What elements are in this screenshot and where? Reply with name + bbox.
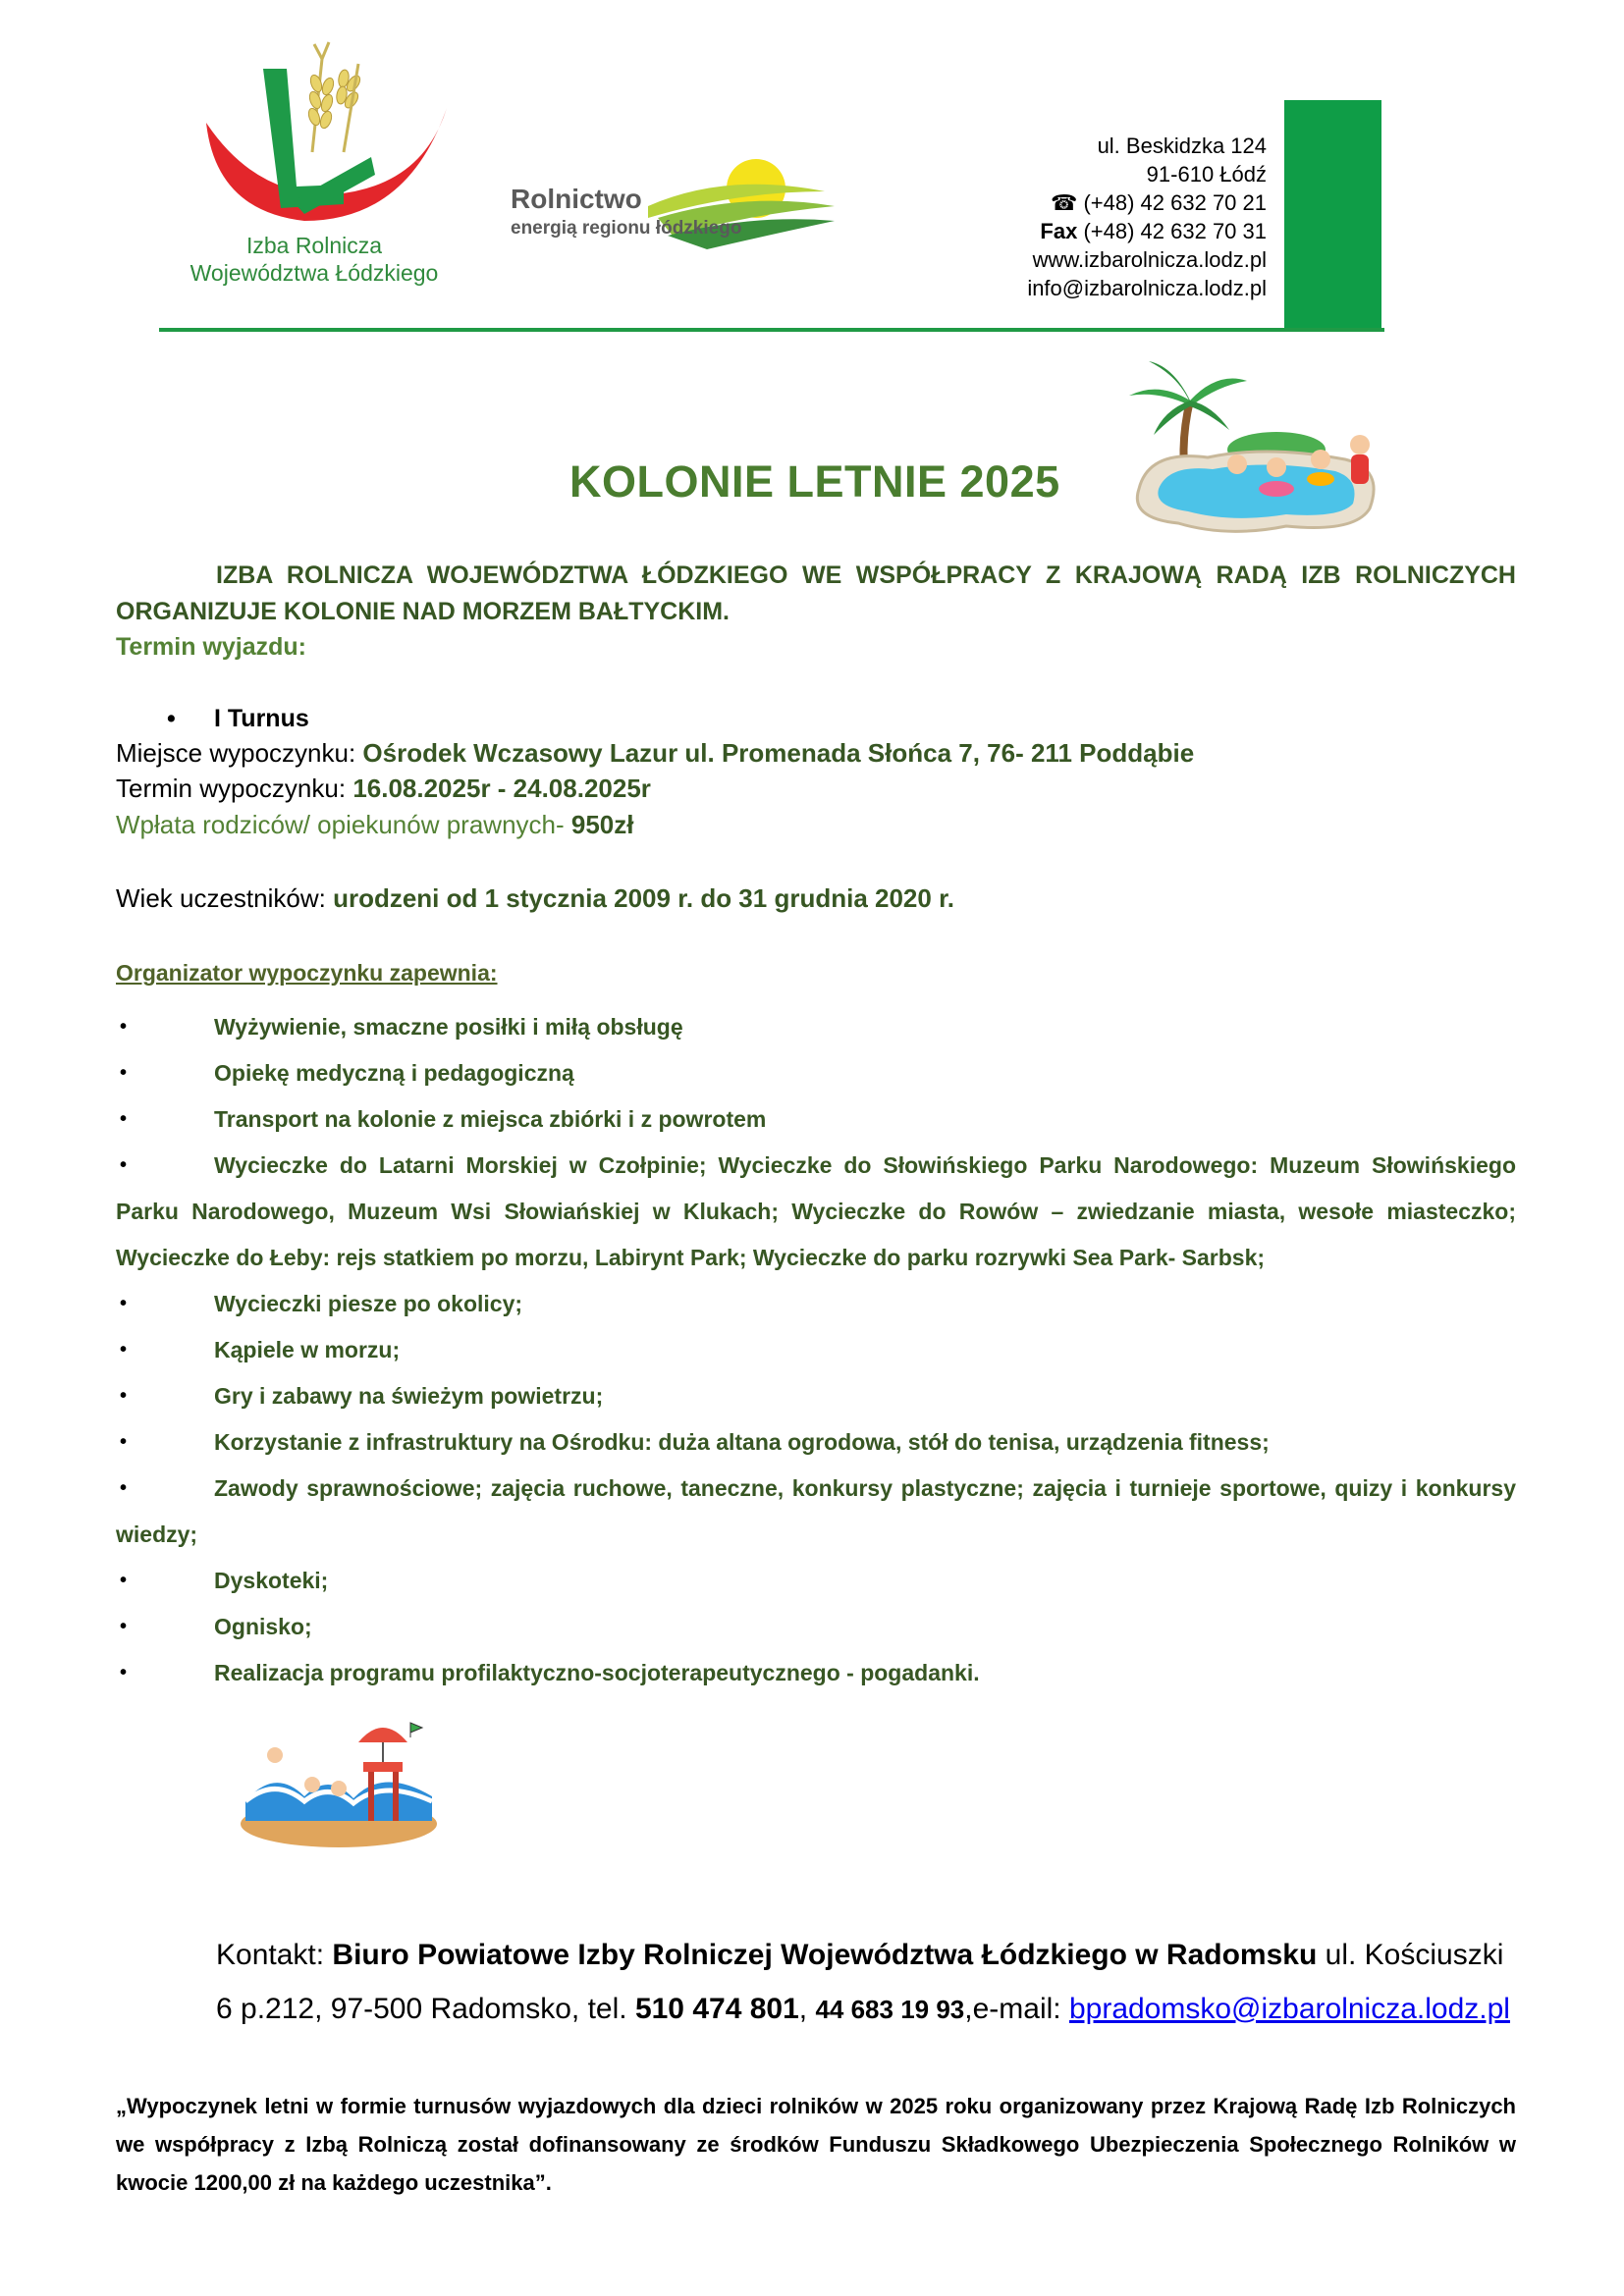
bullet-symbol: • bbox=[120, 1108, 128, 1130]
address-phone: (+48) 42 632 70 21 bbox=[1077, 190, 1267, 215]
list-item bbox=[116, 1604, 1516, 1650]
list-item bbox=[116, 1419, 1516, 1466]
contact-address: ul. Kościuszki 6 p.212, 97-500 Radomsko, tel. bbox=[216, 1939, 1504, 2025]
list-item-text: Wyżywienie, smaczne posiłki i miłą obsługę bbox=[214, 1014, 683, 1040]
list-item bbox=[116, 1050, 1516, 1096]
date-value: 16.08.2025r - 24.08.2025r bbox=[352, 774, 651, 803]
page-title: KOLONIE LETNIE 2025 bbox=[569, 456, 1060, 507]
bullet-symbol: • bbox=[120, 1339, 128, 1361]
izba-name bbox=[147, 232, 481, 287]
contact-separator: , bbox=[798, 1993, 816, 2025]
list-item-text: Opiekę medyczną i pedagogiczną bbox=[214, 1060, 574, 1086]
list-item-text: Kąpiele w morzu; bbox=[214, 1337, 401, 1362]
place-value: Ośrodek Wczasowy Lazur ul. Promenada Słońca 7, 76- 211 Poddąbie bbox=[362, 738, 1195, 768]
list-item-text: Wycieczke do Latarni Morskiej w Czołpinie; Wycieczke do Słowińskiego Parku Narodowego: Muzeum Słowińskiego Parku Narodowego, Muzeum Wsi Słowiańskiej w Klukach; Wycieczke do Rowów – zwiedzanie miasta, wesołe miasteczko; Wycieczke do Łeby: rejs statkiem po morzu, Labirynt Park; Wycieczke do parku rozrywki Sea Park- Sarbsk; bbox=[116, 1152, 1516, 1270]
izba-name-line2: Województwa Łódzkiego bbox=[189, 260, 439, 286]
rolnictwo-subtitle: energią regionu łódzkiego bbox=[511, 218, 742, 239]
list-item bbox=[116, 1004, 1516, 1050]
list-item-text: Zawody sprawnościowe; zajęcia ruchowe, taneczne, konkursy plastyczne; zajęcia i turnieje sportowe, quizy i konkursy wiedzy; bbox=[116, 1475, 1516, 1547]
list-item bbox=[116, 1558, 1516, 1604]
list-item-text: Dyskoteki; bbox=[214, 1568, 329, 1593]
age-line bbox=[116, 883, 954, 914]
intro-text: IZBA ROLNICZA WOJEWÓDZTWA ŁÓDZKIEGO WE WSPÓŁPRACY Z KRAJOWĄ RADĄ IZB ROLNICZYCH ORGANIZUJE KOLONIE NAD MORZEM BAŁTYCKIM. bbox=[116, 561, 1516, 625]
address-fax: (+48) 42 632 70 31 bbox=[1077, 219, 1267, 243]
departure-label: Termin wyjazdu: bbox=[116, 633, 307, 661]
address-email[interactable]: info@izbarolnicza.lodz.pl bbox=[1027, 276, 1267, 300]
date-line bbox=[116, 774, 651, 804]
list-item bbox=[116, 1096, 1516, 1143]
list-item-text: Realizacja programu profilaktyczno-socjoterapeutycznego - pogadanki. bbox=[214, 1660, 980, 1685]
payment-label: Wpłata rodziców/ opiekunów prawnych- bbox=[116, 810, 571, 839]
rolnictwo-logo bbox=[511, 147, 835, 255]
contact-phone1: 510 474 801 bbox=[634, 1993, 799, 2025]
list-item-text: Transport na kolonie z miejsca zbiórki i z powrotem bbox=[214, 1106, 767, 1132]
rolnictwo-title: Rolnictwo bbox=[511, 184, 642, 214]
bullet-symbol: • bbox=[120, 1570, 128, 1591]
footer-note: „Wypoczynek letni w formie turnusów wyjazdowych dla dzieci rolników w 2025 roku organizowany przez Krajową Radę Izb Rolniczych we współpracy z Izbą Rolniczą został dofinansowany ze środków Funduszu Składkowego Ubezpieczenia Społecznego Rolników w kwocie 1200,00 zł na każdego uczestnika”. bbox=[116, 2094, 1516, 2195]
bullet-symbol: • bbox=[120, 1616, 128, 1637]
turnus-bullet: • bbox=[167, 705, 176, 732]
beach-illustration bbox=[236, 1708, 442, 1855]
address-block bbox=[943, 132, 1267, 302]
pool-illustration bbox=[1119, 351, 1384, 538]
list-item-text: Korzystanie z infrastruktury na Ośrodku: duża altana ogrodowa, stół do tenisa, urządzenia fitness; bbox=[214, 1429, 1270, 1455]
payment-value: 950zł bbox=[570, 810, 634, 839]
bullet-symbol: • bbox=[120, 1062, 128, 1084]
list-item bbox=[116, 1650, 1516, 1696]
contact-office: Biuro Powiatowe Izby Rolniczej Województwa Łódzkiego w Radomsku bbox=[332, 1939, 1318, 1971]
organizer-list bbox=[116, 1004, 1516, 1696]
header-accent-bar bbox=[1284, 100, 1381, 328]
place-line bbox=[116, 738, 1194, 769]
list-item bbox=[116, 1281, 1516, 1327]
list-item bbox=[116, 1373, 1516, 1419]
list-item bbox=[116, 1143, 1516, 1281]
list-item bbox=[116, 1466, 1516, 1558]
age-value: urodzeni od 1 stycznia 2009 r. do 31 grudnia 2020 r. bbox=[333, 883, 954, 913]
address-city: 91-610 Łódź bbox=[1146, 162, 1267, 187]
list-item-text: Wycieczki piesze po okolicy; bbox=[214, 1291, 523, 1316]
turnus-item bbox=[167, 705, 309, 733]
bullet-symbol: • bbox=[120, 1154, 128, 1176]
contact-email-link[interactable]: bpradomsko@izbarolnicza.lodz.pl bbox=[1068, 1993, 1510, 2025]
organizer-heading: Organizator wypoczynku zapewnia: bbox=[116, 960, 498, 986]
turnus-name: I Turnus bbox=[214, 705, 309, 732]
bullet-symbol: • bbox=[120, 1385, 128, 1407]
date-label: Termin wypoczynku: bbox=[116, 774, 353, 803]
place-label: Miejsce wypoczynku: bbox=[116, 738, 363, 768]
list-item-text: Gry i zabawy na świeżym powietrzu; bbox=[214, 1383, 604, 1409]
contact-email-label: ,e-mail: bbox=[964, 1993, 1069, 2025]
contact-block bbox=[216, 1928, 1516, 2037]
address-phone-line bbox=[943, 188, 1267, 217]
age-label: Wiek uczestników: bbox=[116, 883, 334, 913]
contact-label: Kontakt: bbox=[216, 1939, 333, 1971]
phone-icon: ☎ bbox=[1050, 190, 1078, 215]
address-street: ul. Beskidzka 124 bbox=[1097, 133, 1267, 158]
address-fax-line bbox=[943, 217, 1267, 245]
payment-line bbox=[116, 810, 633, 840]
list-item bbox=[116, 1327, 1516, 1373]
contact-phone2: 44 683 19 93 bbox=[815, 1995, 965, 2024]
bullet-symbol: • bbox=[120, 1016, 128, 1038]
bullet-symbol: • bbox=[120, 1293, 128, 1314]
bullet-symbol: • bbox=[120, 1662, 128, 1683]
header-divider bbox=[159, 328, 1384, 332]
bullet-symbol: • bbox=[120, 1477, 128, 1499]
izba-name-line1: Izba Rolnicza bbox=[245, 233, 383, 258]
bullet-symbol: • bbox=[120, 1431, 128, 1453]
list-item-text: Ognisko; bbox=[214, 1614, 312, 1639]
address-www[interactable]: www.izbarolnicza.lodz.pl bbox=[1032, 247, 1267, 272]
fax-label: Fax bbox=[1040, 219, 1078, 243]
